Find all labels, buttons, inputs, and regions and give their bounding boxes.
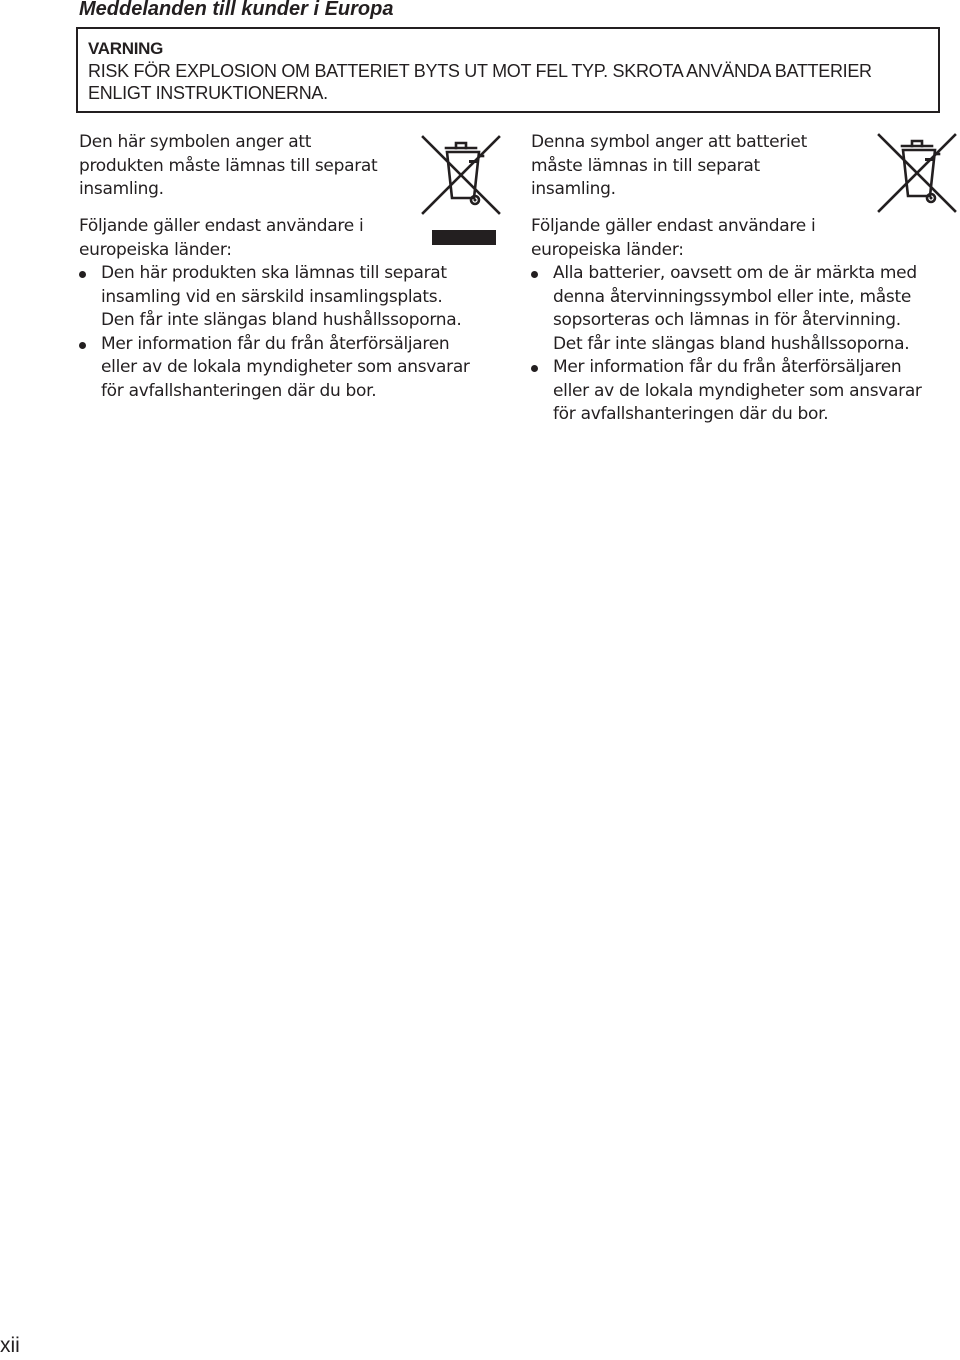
battery-intro-line: måste lämnas in till separat (531, 155, 760, 176)
battery-intro-line: Denna symbol anger att batteriet (531, 132, 807, 152)
product-intro-line: insamling. (79, 179, 164, 199)
product-intro-line: produkten måste lämnas till separat (79, 155, 378, 176)
product-bullet-list (79, 262, 509, 403)
list-item (531, 356, 951, 427)
page-number: xii (0, 1334, 20, 1357)
bullet-icon (79, 271, 86, 278)
crossed-out-wheelie-bin-icon (876, 132, 958, 216)
bullet-line: Den får inte slängas bland hushållssoporna. (101, 310, 462, 330)
bullet-line: insamling vid en särskild insamlingsplats. (101, 286, 443, 307)
page-heading: Meddelanden till kunder i Europa (79, 0, 394, 20)
bullet-line: sopsorteras och lämnas in för återvinning. (553, 310, 901, 330)
list-item (79, 333, 509, 404)
crossed-out-wheelie-bin-with-bar-icon (420, 134, 502, 250)
warning-title: VARNING (88, 39, 164, 58)
bullet-icon (531, 271, 538, 278)
bullet-line: Den här produkten ska lämnas till separat (101, 263, 447, 283)
bullet-line: Alla batterier, oavsett om de är märkta med (553, 263, 917, 283)
battery-intro-line: insamling. (531, 179, 616, 199)
bullet-line: eller av de lokala myndigheter som ansvarar (101, 357, 470, 377)
bullet-icon (531, 365, 538, 372)
product-intro-line: Den här symbolen anger att (79, 132, 312, 152)
warning-box (76, 27, 940, 113)
bullet-icon (79, 342, 86, 349)
product-applies-line: europeiska länder: (79, 239, 232, 260)
battery-applies-line: europeiska länder: (531, 239, 684, 260)
product-intro (79, 131, 377, 202)
bullet-line: denna återvinningssymbol eller inte, måste (553, 286, 911, 307)
product-applies (79, 215, 363, 262)
list-item (79, 262, 509, 333)
battery-intro (531, 131, 807, 202)
product-applies-line: Följande gäller endast användare i (79, 216, 364, 236)
bullet-line: Mer information får du från återförsäljaren (553, 357, 902, 377)
bullet-line: för avfallshanteringen där du bor. (553, 404, 829, 424)
bullet-line: Det får inte slängas bland hushållssoporna. (553, 333, 910, 354)
battery-applies (531, 215, 815, 262)
warning-text: RISK FÖR EXPLOSION OM BATTERIET BYTS UT MOT FEL TYP. SKROTA ANVÄNDA BATTERIER ENLIGT INSTRUKTIONERNA. (88, 61, 872, 103)
battery-bullet-list (531, 262, 951, 427)
battery-applies-line: Följande gäller endast användare i (531, 216, 816, 236)
bullet-line: för avfallshanteringen där du bor. (101, 380, 377, 401)
list-item (531, 262, 951, 356)
bullet-line: Mer information får du från återförsäljaren (101, 333, 450, 354)
bullet-line: eller av de lokala myndigheter som ansvarar (553, 380, 922, 401)
